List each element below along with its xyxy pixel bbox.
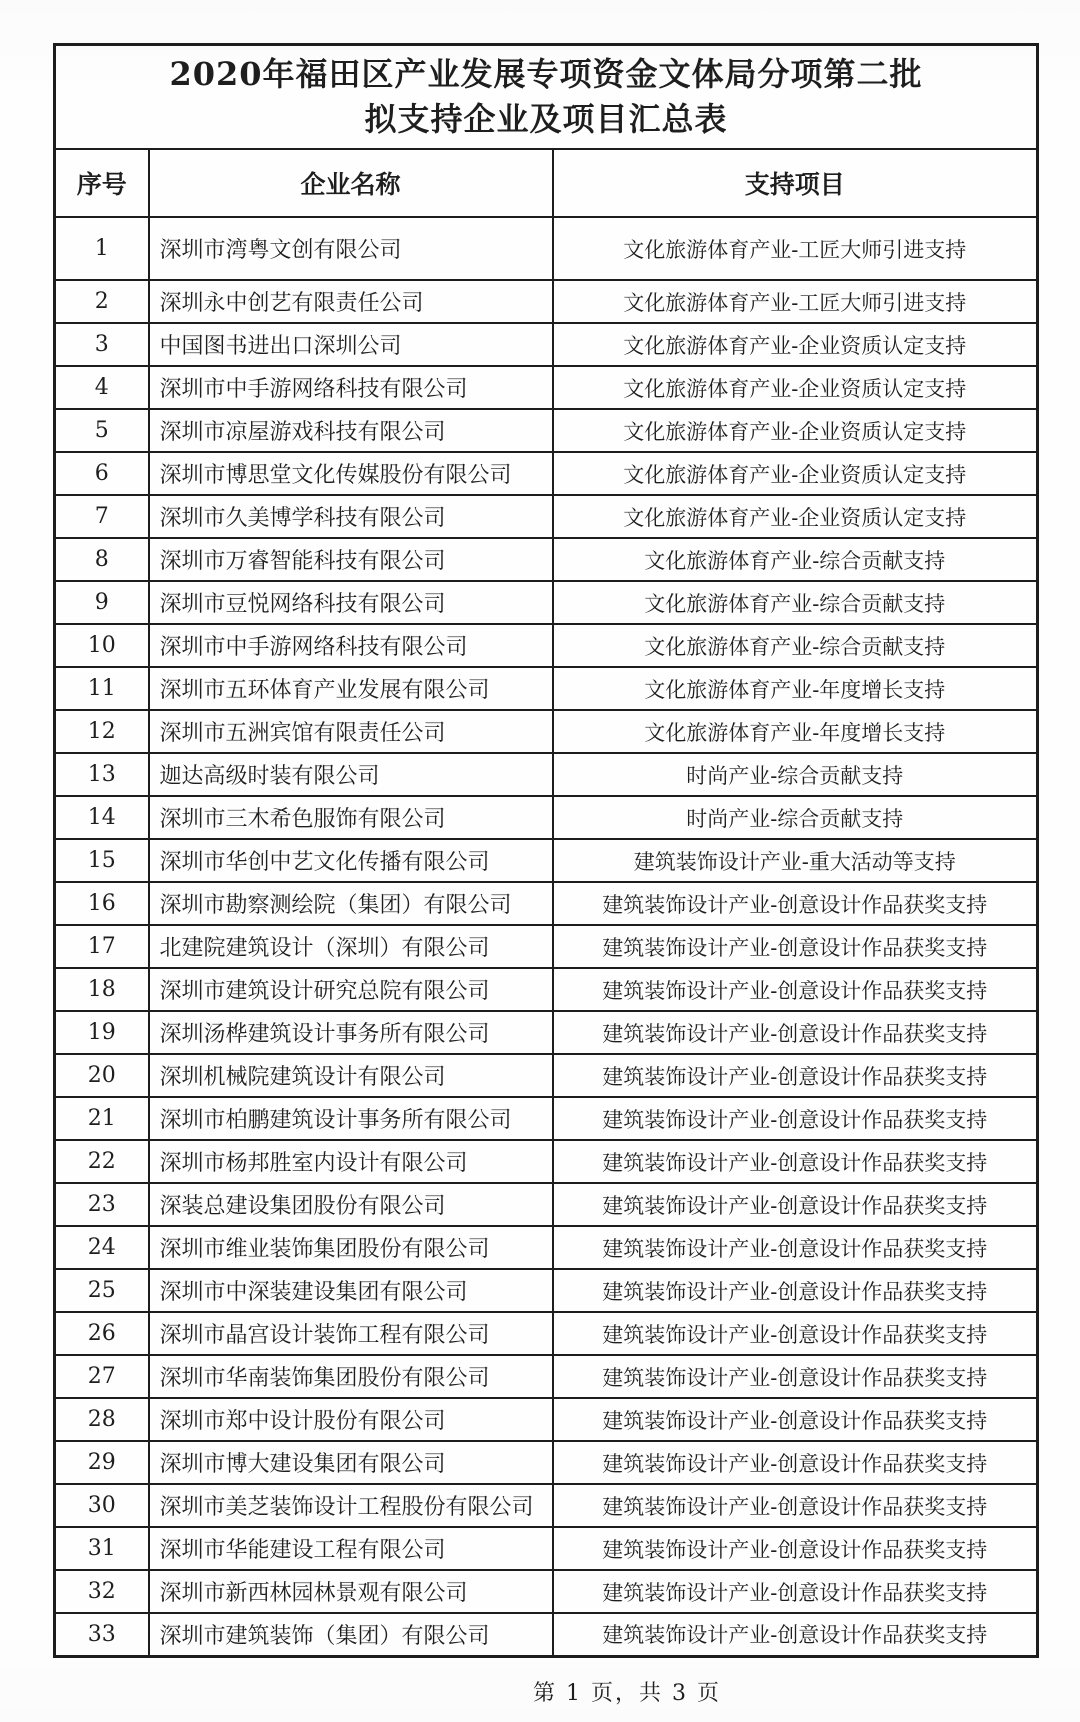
support-project: 建筑装饰设计产业-创意设计作品获奖支持 xyxy=(553,1527,1038,1570)
support-project: 建筑装饰设计产业-创意设计作品获奖支持 xyxy=(553,1355,1038,1398)
support-project: 建筑装饰设计产业-创意设计作品获奖支持 xyxy=(553,1613,1038,1656)
company-name: 深圳市久美博学科技有限公司 xyxy=(149,495,553,538)
support-project: 文化旅游体育产业-企业资质认定支持 xyxy=(553,495,1038,538)
table-row xyxy=(55,409,1038,452)
support-project: 建筑装饰设计产业-创意设计作品获奖支持 xyxy=(553,1398,1038,1441)
header-row xyxy=(55,149,1038,217)
row-number: 10 xyxy=(55,624,149,667)
support-project: 建筑装饰设计产业-创意设计作品获奖支持 xyxy=(553,1226,1038,1269)
company-name: 深圳市杨邦胜室内设计有限公司 xyxy=(149,1140,553,1183)
support-project: 文化旅游体育产业-企业资质认定支持 xyxy=(553,323,1038,366)
support-project: 建筑装饰设计产业-创意设计作品获奖支持 xyxy=(553,1011,1038,1054)
table-row xyxy=(55,1097,1038,1140)
table-row xyxy=(55,1269,1038,1312)
row-number: 6 xyxy=(55,452,149,495)
company-name: 深圳市万睿智能科技有限公司 xyxy=(149,538,553,581)
company-name: 深圳市华南装饰集团股份有限公司 xyxy=(149,1355,553,1398)
row-number: 27 xyxy=(55,1355,149,1398)
company-name: 深圳市华能建设工程有限公司 xyxy=(149,1527,553,1570)
table-row xyxy=(55,1484,1038,1527)
table-row xyxy=(55,667,1038,710)
company-name: 深圳市维业装饰集团股份有限公司 xyxy=(149,1226,553,1269)
table-row xyxy=(55,968,1038,1011)
table-row xyxy=(55,710,1038,753)
row-number: 3 xyxy=(55,323,149,366)
row-number: 4 xyxy=(55,366,149,409)
row-number: 16 xyxy=(55,882,149,925)
table-row xyxy=(55,1355,1038,1398)
table-row xyxy=(55,1527,1038,1570)
table-row xyxy=(55,452,1038,495)
table-body xyxy=(55,217,1038,1656)
company-name: 深圳市博大建设集团有限公司 xyxy=(149,1441,553,1484)
summary-table xyxy=(53,43,1039,1658)
company-name: 深圳市晶宫设计装饰工程有限公司 xyxy=(149,1312,553,1355)
support-project: 建筑装饰设计产业-创意设计作品获奖支持 xyxy=(553,1183,1038,1226)
support-project: 建筑装饰设计产业-创意设计作品获奖支持 xyxy=(553,1097,1038,1140)
support-project: 文化旅游体育产业-综合贡献支持 xyxy=(553,538,1038,581)
company-name: 深圳市建筑设计研究总院有限公司 xyxy=(149,968,553,1011)
row-number: 9 xyxy=(55,581,149,624)
support-project: 建筑装饰设计产业-创意设计作品获奖支持 xyxy=(553,1570,1038,1613)
company-name: 深圳机械院建筑设计有限公司 xyxy=(149,1054,553,1097)
support-project: 建筑装饰设计产业-创意设计作品获奖支持 xyxy=(553,1484,1038,1527)
company-name: 深圳市郑中设计股份有限公司 xyxy=(149,1398,553,1441)
company-name: 深圳市建筑装饰（集团）有限公司 xyxy=(149,1613,553,1656)
row-number: 2 xyxy=(55,280,149,323)
support-project: 文化旅游体育产业-企业资质认定支持 xyxy=(553,452,1038,495)
table-row xyxy=(55,753,1038,796)
row-number: 11 xyxy=(55,667,149,710)
company-name: 迦达高级时装有限公司 xyxy=(149,753,553,796)
company-name: 深圳市博思堂文化传媒股份有限公司 xyxy=(149,452,553,495)
row-number: 18 xyxy=(55,968,149,1011)
table-row xyxy=(55,796,1038,839)
page-number: 第 1 页，共 3 页 xyxy=(533,1681,721,1706)
row-number: 7 xyxy=(55,495,149,538)
support-project: 文化旅游体育产业-企业资质认定支持 xyxy=(553,409,1038,452)
table-row xyxy=(55,839,1038,882)
row-number: 20 xyxy=(55,1054,149,1097)
support-project: 建筑装饰设计产业-创意设计作品获奖支持 xyxy=(553,882,1038,925)
table-row xyxy=(55,1398,1038,1441)
support-project: 文化旅游体育产业-企业资质认定支持 xyxy=(553,366,1038,409)
support-project: 建筑装饰设计产业-创意设计作品获奖支持 xyxy=(553,925,1038,968)
support-project: 文化旅游体育产业-工匠大师引进支持 xyxy=(553,280,1038,323)
table-row xyxy=(55,280,1038,323)
row-number: 22 xyxy=(55,1140,149,1183)
row-number: 28 xyxy=(55,1398,149,1441)
row-number: 29 xyxy=(55,1441,149,1484)
company-name: 深圳市凉屋游戏科技有限公司 xyxy=(149,409,553,452)
support-project: 建筑装饰设计产业-创意设计作品获奖支持 xyxy=(553,968,1038,1011)
row-number: 15 xyxy=(55,839,149,882)
support-project: 建筑装饰设计产业-重大活动等支持 xyxy=(553,839,1038,882)
row-number: 5 xyxy=(55,409,149,452)
company-name: 北建院建筑设计（深圳）有限公司 xyxy=(149,925,553,968)
table-row xyxy=(55,1570,1038,1613)
support-project: 建筑装饰设计产业-创意设计作品获奖支持 xyxy=(553,1441,1038,1484)
table-row xyxy=(55,882,1038,925)
table-row xyxy=(55,323,1038,366)
title-row xyxy=(55,45,1038,150)
row-number: 25 xyxy=(55,1269,149,1312)
company-name: 深圳市新西林园林景观有限公司 xyxy=(149,1570,553,1613)
row-number: 13 xyxy=(55,753,149,796)
company-name: 深圳市三木希色服饰有限公司 xyxy=(149,796,553,839)
company-name: 深圳市柏鹏建筑设计事务所有限公司 xyxy=(149,1097,553,1140)
company-name: 深圳市五洲宾馆有限责任公司 xyxy=(149,710,553,753)
company-name: 深圳市湾粤文创有限公司 xyxy=(149,217,553,280)
row-number: 30 xyxy=(55,1484,149,1527)
row-number: 19 xyxy=(55,1011,149,1054)
table-row xyxy=(55,1183,1038,1226)
company-name: 深圳市美芝装饰设计工程股份有限公司 xyxy=(149,1484,553,1527)
row-number: 17 xyxy=(55,925,149,968)
table-row xyxy=(55,925,1038,968)
row-number: 21 xyxy=(55,1097,149,1140)
table-row xyxy=(55,538,1038,581)
support-project: 文化旅游体育产业-综合贡献支持 xyxy=(553,581,1038,624)
table-row xyxy=(55,1140,1038,1183)
table-row xyxy=(55,366,1038,409)
column-header-company: 企业名称 xyxy=(149,149,553,217)
table-row xyxy=(55,495,1038,538)
table-row xyxy=(55,581,1038,624)
company-name: 深圳市中手游网络科技有限公司 xyxy=(149,624,553,667)
company-name: 深圳市勘察测绘院（集团）有限公司 xyxy=(149,882,553,925)
company-name: 深圳汤桦建筑设计事务所有限公司 xyxy=(149,1011,553,1054)
support-project: 文化旅游体育产业-工匠大师引进支持 xyxy=(553,217,1038,280)
row-number: 31 xyxy=(55,1527,149,1570)
table-row xyxy=(55,1613,1038,1656)
table-row xyxy=(55,1312,1038,1355)
column-header-project: 支持项目 xyxy=(553,149,1038,217)
table-row xyxy=(55,1226,1038,1269)
support-project: 文化旅游体育产业-年度增长支持 xyxy=(553,667,1038,710)
support-project: 文化旅游体育产业-年度增长支持 xyxy=(553,710,1038,753)
document-title-line1: 2020年福田区产业发展专项资金文体局分项第二批 xyxy=(169,54,923,93)
support-project: 时尚产业-综合贡献支持 xyxy=(553,796,1038,839)
table-row xyxy=(55,217,1038,280)
company-name: 深圳市中手游网络科技有限公司 xyxy=(149,366,553,409)
support-project: 建筑装饰设计产业-创意设计作品获奖支持 xyxy=(553,1054,1038,1097)
company-name: 深圳市华创中艺文化传播有限公司 xyxy=(149,839,553,882)
support-project: 建筑装饰设计产业-创意设计作品获奖支持 xyxy=(553,1312,1038,1355)
document-title xyxy=(55,45,1038,150)
support-project: 时尚产业-综合贡献支持 xyxy=(553,753,1038,796)
row-number: 33 xyxy=(55,1613,149,1656)
row-number: 1 xyxy=(55,217,149,280)
column-header-no: 序号 xyxy=(55,149,149,217)
row-number: 8 xyxy=(55,538,149,581)
support-project: 建筑装饰设计产业-创意设计作品获奖支持 xyxy=(553,1140,1038,1183)
row-number: 26 xyxy=(55,1312,149,1355)
company-name: 深圳市五环体育产业发展有限公司 xyxy=(149,667,553,710)
table-row xyxy=(55,1054,1038,1097)
company-name: 深圳市中深装建设集团有限公司 xyxy=(149,1269,553,1312)
company-name: 深装总建设集团股份有限公司 xyxy=(149,1183,553,1226)
row-number: 12 xyxy=(55,710,149,753)
support-project: 建筑装饰设计产业-创意设计作品获奖支持 xyxy=(553,1269,1038,1312)
table-row xyxy=(55,1441,1038,1484)
table-row xyxy=(55,1011,1038,1054)
company-name: 深圳永中创艺有限责任公司 xyxy=(149,280,553,323)
row-number: 23 xyxy=(55,1183,149,1226)
table-row xyxy=(55,624,1038,667)
company-name: 深圳市豆悦网络科技有限公司 xyxy=(149,581,553,624)
row-number: 24 xyxy=(55,1226,149,1269)
support-project: 文化旅游体育产业-综合贡献支持 xyxy=(553,624,1038,667)
company-name: 中国图书进出口深圳公司 xyxy=(149,323,553,366)
row-number: 14 xyxy=(55,796,149,839)
document-title-line2: 拟支持企业及项目汇总表 xyxy=(364,100,728,138)
row-number: 32 xyxy=(55,1570,149,1613)
